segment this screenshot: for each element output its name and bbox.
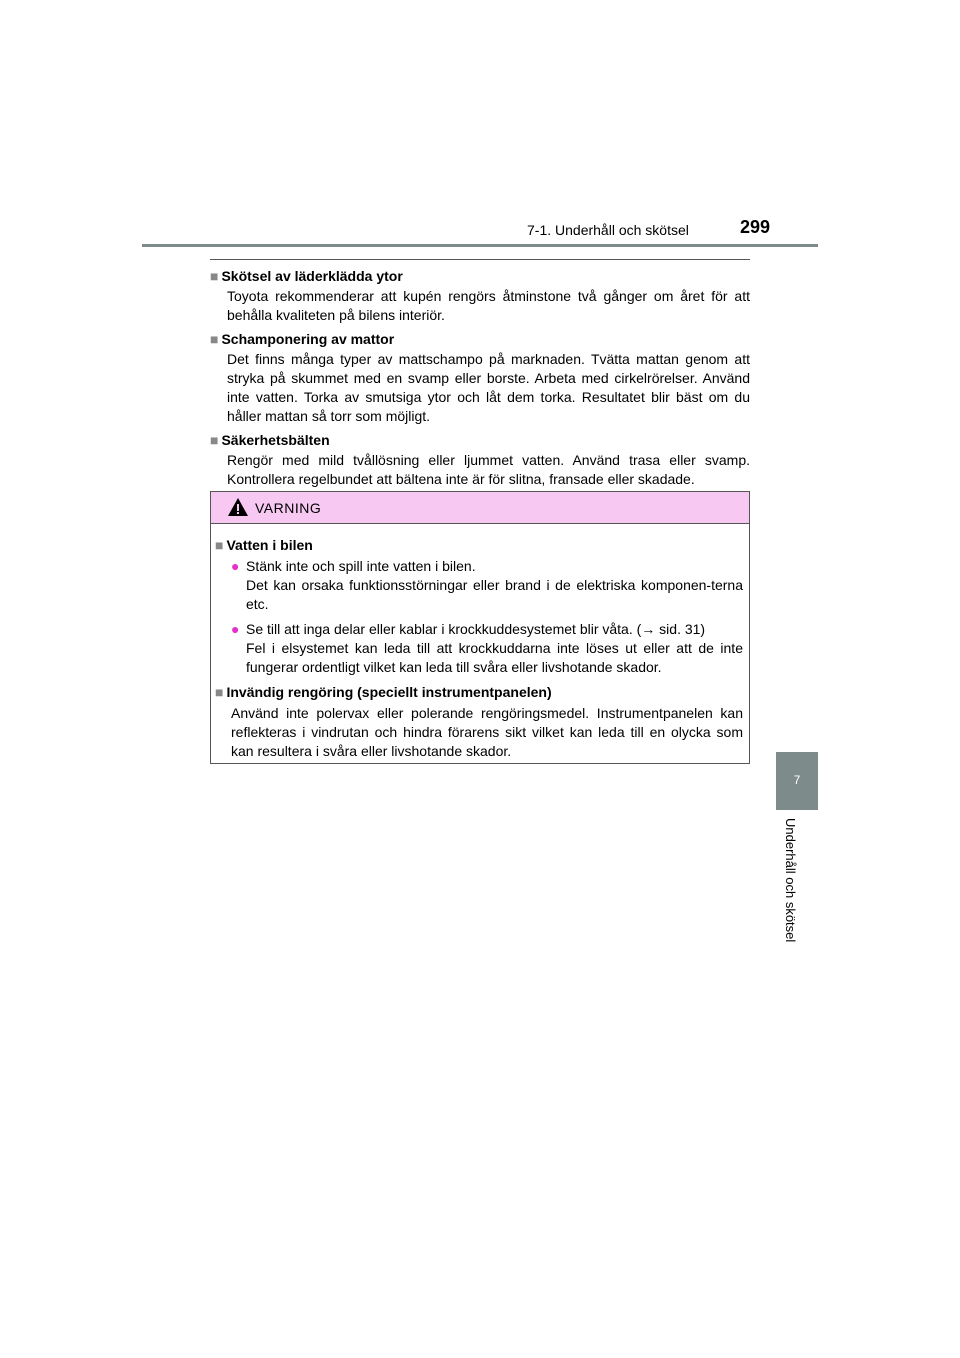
circle-bullet-icon: ● [231, 558, 240, 574]
section-text: Rengör med mild tvållösning eller ljummet vatten. Använd trasa eller svamp. Kontrollera regelbundet att bältena inte är för slitna, fransade eller skadade. [227, 452, 750, 487]
chapter-number: 7 [793, 773, 801, 787]
section-text: Toyota rekommenderar att kupén rengörs åtminstone två gånger om året för att behålla kvaliteten på bilens interiör. [227, 288, 750, 323]
warning-text: Använd inte polervax eller polerande rengöringsmedel. Instrumentpanelen kan reflekteras i vindrutan och hindra förarens sikt vilket kan leda till en olycka som kan resultera i svåra eller livshotande skador. [231, 705, 743, 759]
warning-bullet: ● Stänk inte och spill inte vatten i bilen. Det kan orsaka funktionsstörningar eller brand i de elektriska komponen-terna etc. [231, 558, 743, 612]
warning-title: VARNING [255, 500, 322, 516]
square-bullet-icon: ■ [210, 268, 219, 284]
chapter-tab [776, 752, 818, 810]
header-section-title: 7-1. Underhåll och skötsel [527, 222, 689, 238]
section-heading: ■ Skötsel av läderklädda ytor [210, 268, 403, 284]
square-bullet-icon: ■ [215, 684, 224, 700]
square-bullet-icon: ■ [210, 331, 219, 347]
square-bullet-icon: ■ [210, 432, 219, 448]
warning-triangle-icon [227, 497, 249, 517]
warning-bullet: ● Se till att inga delar eller kablar i krockkuddesystemet blir våta. (→ sid. 31) Fel i elsystemet kan leda till att krockkuddarna inte löses ut eller att de inte fungerar ordentligt vilket kan leda till svåra eller livshotande skador. [231, 621, 743, 675]
warning-heading: ■ Invändig rengöring (speciellt instrumentpanelen) [215, 684, 552, 700]
warning-body [211, 524, 749, 761]
section-heading: ■ Schamponering av mattor [210, 331, 395, 347]
square-bullet-icon: ■ [215, 537, 224, 553]
page-number: 299 [740, 217, 771, 237]
section-text: Det finns många typer av mattschampo på marknaden. Tvätta mattan genom att stryka på skummet med en svamp eller borste. Arbeta med cirkelrörelser. Använd inte vatten. Torka av smutsiga ytor och låt dem torka. Resultatet blir bäst om du håller mattan så torr som möjligt. [227, 351, 750, 424]
warning-heading: ■ Vatten i bilen [215, 537, 313, 553]
content-divider [210, 259, 750, 260]
header-divider [142, 244, 818, 247]
warning-box [210, 491, 750, 764]
main-content [210, 267, 750, 494]
warning-header [211, 492, 749, 524]
section-heading: ■ Säkerhetsbälten [210, 432, 330, 448]
circle-bullet-icon: ● [231, 621, 240, 637]
chapter-label: Underhåll och skötsel [783, 818, 798, 943]
